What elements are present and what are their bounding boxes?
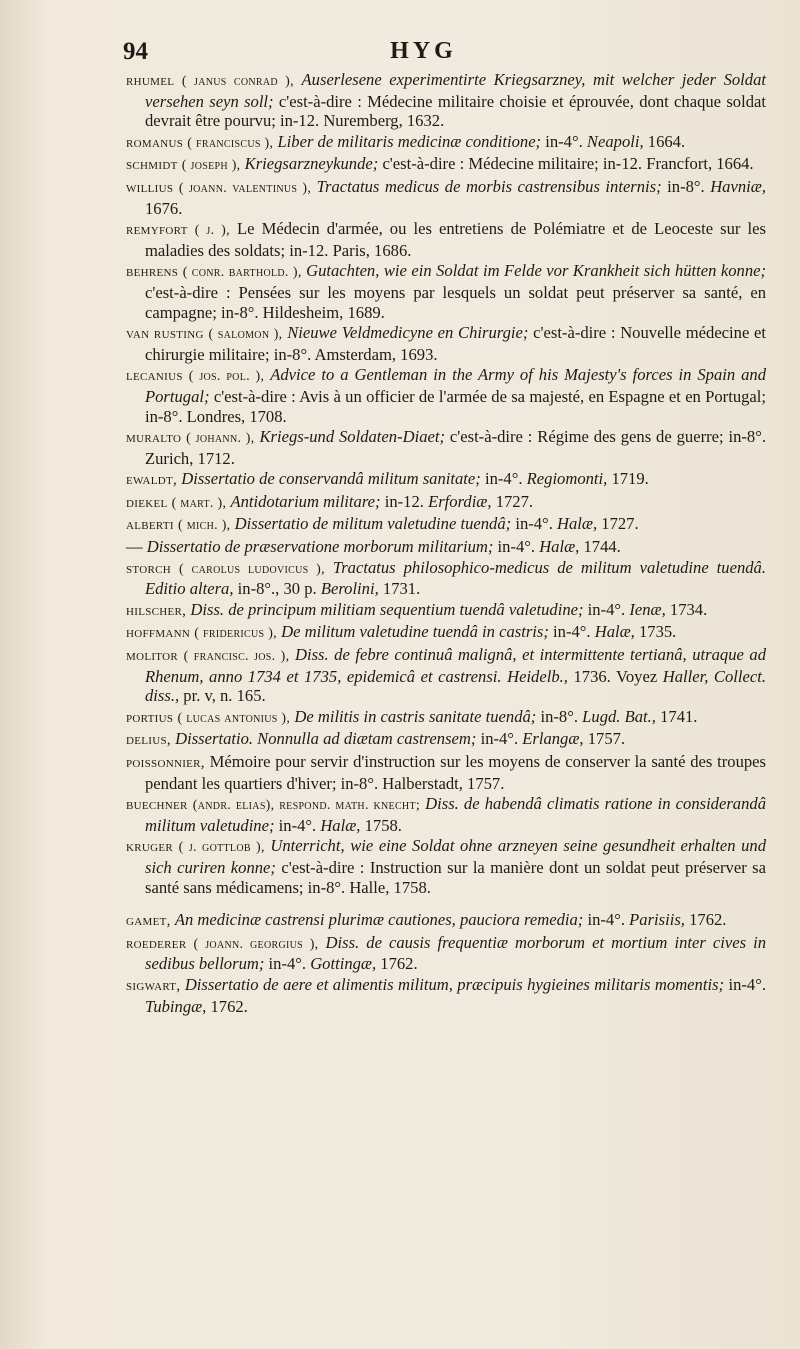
- publication-details: in-4°.: [480, 729, 519, 749]
- work-title: Unterricht, wie eine Soldat ohne arzneyen seine gesundheit erhalten und sich curiren konne;: [145, 836, 766, 877]
- author-surname: storch: [126, 560, 171, 577]
- author-surname: alberti: [126, 517, 174, 534]
- bibliography-entry-diekel: [126, 492, 766, 514]
- author-surname: remyfort: [126, 222, 188, 239]
- work-title: Dissertatio de militum valetudine tuendâ;: [234, 514, 512, 534]
- author-surname: rhumel: [126, 73, 175, 89]
- author-given-name: ( carolus ludovicus ),: [179, 561, 325, 577]
- bibliography-entry-schmidt: [126, 154, 766, 176]
- author-given-name: ( j. gottlob ),: [178, 840, 265, 856]
- publication-details: in-4°.: [278, 815, 317, 835]
- publication-year: 1762.: [210, 996, 248, 1016]
- author-given-name: ( mich. ),: [178, 518, 231, 534]
- bibliography-entry-ewaldt: [126, 469, 766, 491]
- bibliography-entry-hoffmann: [126, 622, 766, 644]
- bibliography-entry-delius: [126, 729, 766, 751]
- publication-year: 1758.: [364, 815, 402, 835]
- publication-place: Tubingæ,: [145, 996, 207, 1016]
- publication-place: Lugd. Bat.,: [582, 706, 656, 726]
- author-surname: buechner: [126, 797, 188, 814]
- publication-place: Parisiis,: [629, 910, 685, 930]
- publication-details: c'est-à-dire : Instruction sur la manière dont un soldat peut préserver sa santé sans médicamens; in-8°. Halle, 1758.: [145, 857, 766, 897]
- publication-year: 1741.: [660, 706, 698, 726]
- author-surname: kruger: [126, 839, 174, 856]
- work-title: De militum valetudine tuendâ in castris;: [281, 622, 549, 642]
- bibliography-entry-buechner: [126, 794, 766, 835]
- author-surname: van rusting: [126, 326, 204, 343]
- publication-year: 1727.: [601, 514, 639, 534]
- publication-details: in-4°.: [497, 537, 536, 557]
- author-given-name: ( j. ),: [194, 223, 230, 239]
- author-given-name: ( joseph ),: [181, 158, 241, 174]
- publication-details: in-8°., 30 p.: [237, 579, 317, 599]
- work-title: Liber de militaris medicinæ conditione;: [277, 131, 542, 151]
- author-surname: ewaldt,: [126, 472, 178, 489]
- publication-place: Halæ,: [539, 537, 580, 557]
- author-given-name: ( joann. georgius ),: [193, 936, 319, 952]
- bibliography-entry-alberti-2: [126, 537, 766, 557]
- author-surname: sigwart,: [126, 977, 181, 994]
- author-surname: willius: [126, 179, 174, 196]
- publication-details: c'est-à-dire : Pensées sur les moyens par lesquels un soldat peut préserver sa santé, en campagne; in-8°. Hildesheim, 1689.: [145, 282, 766, 322]
- bibliography-entry-romanus: [126, 132, 766, 154]
- work-title: Gutachten, wie ein Soldat im Felde vor Krankheit sich hütten konne;: [306, 261, 767, 281]
- author-given-name: ( lucas antonius ),: [177, 710, 291, 726]
- author-given-name: ( francisc. jos. ),: [183, 649, 290, 665]
- publication-details: Mémoire pour servir d'instruction sur les moyens de conserver la santé des troupes pendant les quartiers d'hiver; in-8°. Halberstadt, 1757.: [145, 752, 766, 793]
- author-surname: behrens: [126, 264, 179, 281]
- bibliography-entry-poissonnier: [126, 752, 766, 793]
- author-surname: portius: [126, 709, 174, 726]
- work-title: De militis in castris sanitate tuendâ;: [294, 706, 537, 726]
- publication-details: in-4°.: [515, 514, 553, 534]
- work-title: Dissertatio. Nonnulla ad diætam castrensem;: [175, 729, 477, 749]
- publication-details: in-4°.: [545, 131, 583, 151]
- publication-details: c'est-à-dire : Médecine militaire choisie et éprouvée, dont chaque soldat devrait être pourvu; in-12. Nuremberg, 1632.: [145, 91, 766, 131]
- cross-reference: Haller, Collect. diss.,: [145, 666, 767, 706]
- bibliography-entry-kruger: [126, 836, 766, 897]
- author-surname: hilscher,: [126, 602, 187, 619]
- publication-place: Halæ,: [594, 622, 635, 642]
- publication-place: Erfordiæ,: [428, 491, 492, 511]
- publication-details: in-4°.: [484, 469, 523, 489]
- author-given-name: ( joann. valentinus ),: [178, 180, 312, 196]
- author-given-name: ( jos. pol. ),: [188, 369, 265, 385]
- bibliography-entry-willius: [126, 177, 766, 218]
- work-title: Advice to a Gentleman in the Army of his Majesty's forces in Spain and Portugal;: [145, 365, 766, 406]
- bibliography-entry-portius: [126, 707, 766, 729]
- author-surname: gamet,: [126, 913, 171, 930]
- publication-details: in-8°.: [667, 176, 705, 196]
- bibliography-entry-rhumel: [126, 70, 766, 131]
- author-given-name: ( conr. barthold. ),: [182, 265, 302, 281]
- author-given-name: ( franciscus ),: [187, 135, 274, 151]
- work-title: Tractatus philosophico-medicus de militum valetudine tuendâ. Editio altera,: [145, 557, 766, 599]
- publication-place: Gottingæ,: [310, 954, 377, 974]
- publication-details: in-4°.: [268, 954, 307, 974]
- work-title: Dissertatio de aere et alimentis militum, præcipuis hygieines militaris momentis;: [184, 974, 725, 994]
- bibliography-entry-behrens: [126, 261, 766, 322]
- work-title: Diss. de causis frequentiæ morborum et mortium inter cives in sedibus bellorum;: [145, 932, 766, 974]
- publication-year: 1734.: [669, 599, 708, 619]
- running-title: HYG: [390, 38, 457, 64]
- publication-details: in-4°.: [728, 974, 766, 994]
- page-header: [123, 38, 764, 72]
- bibliography-entry-sigwart: [126, 975, 766, 1016]
- publication-year: 1676.: [145, 198, 183, 218]
- publication-year: 1762.: [689, 910, 727, 930]
- publication-place: Erlangæ,: [522, 729, 584, 749]
- work-title: Nieuwe Veldmedicyne en Chirurgie;: [287, 323, 529, 343]
- publication-details: c'est-à-dire : Avis à un officier de l'armée de sa majesté, en Espagne et en Portugal; in-8°. Londres, 1708.: [145, 386, 766, 426]
- work-title: Dissertatio de præservatione morborum militarium;: [146, 537, 494, 557]
- author-surname: molitor: [126, 648, 179, 665]
- publication-year: 1757.: [587, 729, 626, 749]
- bibliography-entry-muralto: [126, 427, 766, 468]
- publication-year: 1719.: [611, 469, 649, 489]
- work-title: Auserlesene experimentirte Kriegsarzney, mit welcher jeder Soldat versehen seyn soll;: [145, 70, 766, 111]
- work-title: Diss. de febre continuâ malignâ, et intermittente tertianâ, utraque ad Rhenum, anno 1734 et 1735, epidemicâ et castrensi. Heidelb.,: [145, 645, 767, 686]
- bibliography-entry-van-rusting: [126, 323, 766, 364]
- publication-year: 1762.: [380, 954, 418, 974]
- publication-year: 1735.: [638, 622, 677, 642]
- publication-details: c'est-à-dire : Régime des gens de guerre; in-8°. Zurich, 1712.: [145, 427, 766, 468]
- publication-place: Berolini,: [320, 579, 379, 599]
- author-given-name: ( johann. ),: [186, 431, 255, 447]
- work-title: Tractatus medicus de morbis castrensibus internis;: [316, 176, 662, 196]
- author-surname: romanus: [126, 134, 184, 151]
- publication-place: Havniæ,: [710, 176, 766, 196]
- work-title: Kriegs-und Soldaten-Diaet;: [259, 427, 445, 447]
- author-surname: schmidt: [126, 157, 178, 174]
- publication-details: c'est-à-dire : Nouvelle médecine et chirurgie militaire; in-8°. Amsterdam, 1693.: [145, 323, 767, 364]
- publication-year: 1727.: [495, 491, 534, 511]
- author-given-name: ( fridericus ),: [194, 626, 277, 642]
- publication-place: Regiomonti,: [526, 469, 608, 489]
- publication-place: Halæ,: [320, 815, 361, 835]
- work-title: Dissertatio de conservandâ militum sanitate;: [181, 469, 481, 489]
- bibliography-entry-roederer: [126, 933, 766, 974]
- bibliography-entry-alberti: [126, 514, 766, 536]
- publication-details: in-4°.: [587, 910, 625, 930]
- publication-details: 1736. Voyez: [573, 666, 658, 686]
- page-number: 94: [123, 38, 148, 65]
- author-surname: muralto: [126, 430, 182, 447]
- author-given-name: ( mart. ),: [171, 495, 227, 511]
- bibliography-list: [126, 70, 766, 1017]
- author-given-name: (andr. elias), respond. math. knecht;: [192, 798, 421, 814]
- bibliography-entry-gamet: [126, 910, 766, 932]
- publication-details: in-4°.: [587, 599, 626, 619]
- publication-details: Le Médecin d'armée, ou les entretiens de Polémiatre et de Leoceste sur les maladies des soldats; in-12. Paris, 1686.: [145, 219, 766, 260]
- publication-place: Neapoli,: [586, 131, 644, 151]
- reference-location: pr. v, n. 165.: [183, 686, 266, 706]
- bibliography-entry-lecanius: [126, 365, 766, 426]
- author-surname: hoffmann: [126, 625, 191, 642]
- publication-place: Ienæ,: [629, 599, 666, 619]
- publication-details: in-12.: [384, 491, 424, 511]
- author-surname: roederer: [126, 935, 187, 952]
- work-title: Antidotarium militare;: [230, 491, 381, 511]
- bibliography-entry-remyfort: [126, 219, 766, 260]
- work-title: Diss. de principum militiam sequentium tuendâ valetudine;: [190, 599, 584, 619]
- work-title: An medicinæ castrensi plurimæ cautiones, pauciora remedia;: [174, 910, 584, 930]
- author-surname: delius,: [126, 732, 171, 749]
- publication-place: Halæ,: [557, 514, 598, 534]
- author-surname: poissonnier,: [126, 755, 205, 771]
- publication-details: c'est-à-dire : Médecine militaire; in-12. Francfort, 1664.: [382, 154, 754, 174]
- author-surname: diekel: [126, 494, 168, 511]
- publication-year: 1731.: [382, 579, 421, 599]
- author-surname: lecanius: [126, 368, 183, 385]
- work-title: Kriegsarzneykunde;: [244, 154, 379, 174]
- publication-year: 1664.: [647, 131, 686, 151]
- publication-details: in-4°.: [553, 622, 591, 642]
- work-title: Diss. de habendâ climatis ratione in considerandâ militum valetudine;: [145, 794, 766, 835]
- publication-year: 1744.: [583, 537, 621, 557]
- author-given-name: ( janus conrad ),: [181, 74, 294, 89]
- author-given-name: ( salomon ),: [208, 327, 283, 343]
- bibliography-entry-molitor: [126, 645, 766, 706]
- bibliography-entry-hilscher: [126, 600, 766, 622]
- bibliography-entry-storch: [126, 558, 766, 599]
- publication-details: in-8°.: [540, 706, 579, 726]
- spacer: [126, 898, 766, 910]
- ditto-dash: —: [126, 537, 143, 557]
